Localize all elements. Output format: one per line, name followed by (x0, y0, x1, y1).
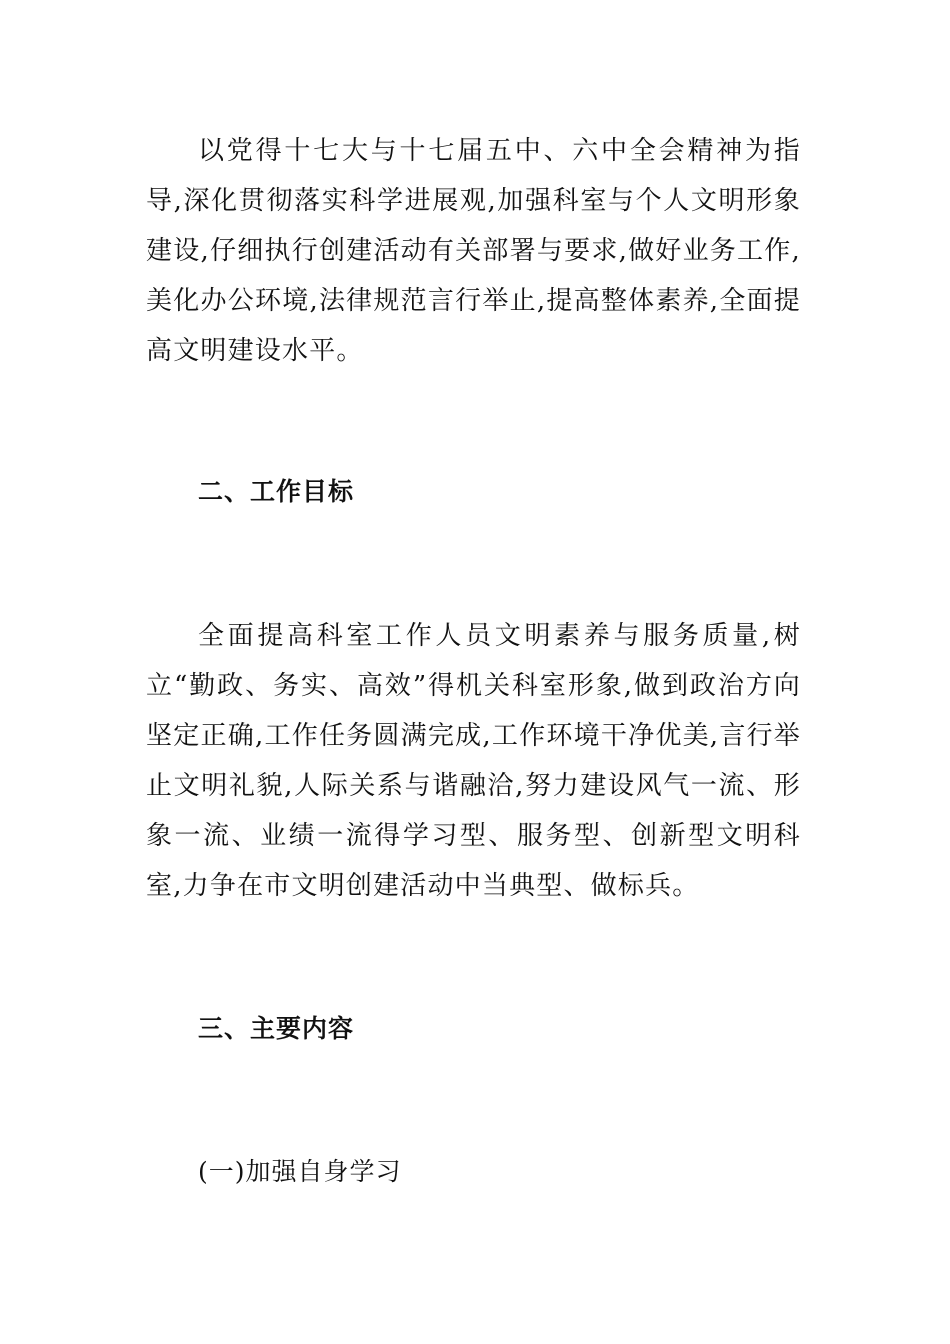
intro-paragraph: 以党得十七大与十七届五中、六中全会精神为指导,深化贯彻落实科学进展观,加强科室与个人文明形象建设,仔细执行创建活动有关部署与要求,做好业务工作,美化办公环境,法律规范言行举止,提高整体素养,全面提高文明建设水平。 (146, 136, 801, 366)
work-goals-paragraph: 全面提高科室工作人员文明素养与服务质量,树立“勤政、务实、高效”得机关科室形象,做到政治方向坚定正确,工作任务圆满完成,工作环境干净优美,言行举止文明礼貌,人际关系与谐融洽,努力建设风气一流、形象一流、业绩一流得学习型、服务型、创新型文明科室,力争在市文明创建活动中当典型、做标兵。 (146, 621, 801, 901)
subsection-heading-self-study: (一)加强自身学习 (198, 1157, 402, 1186)
section-heading-main-content: 三、主要内容 (198, 1014, 355, 1043)
section-heading-work-goals: 二、工作目标 (198, 477, 355, 506)
